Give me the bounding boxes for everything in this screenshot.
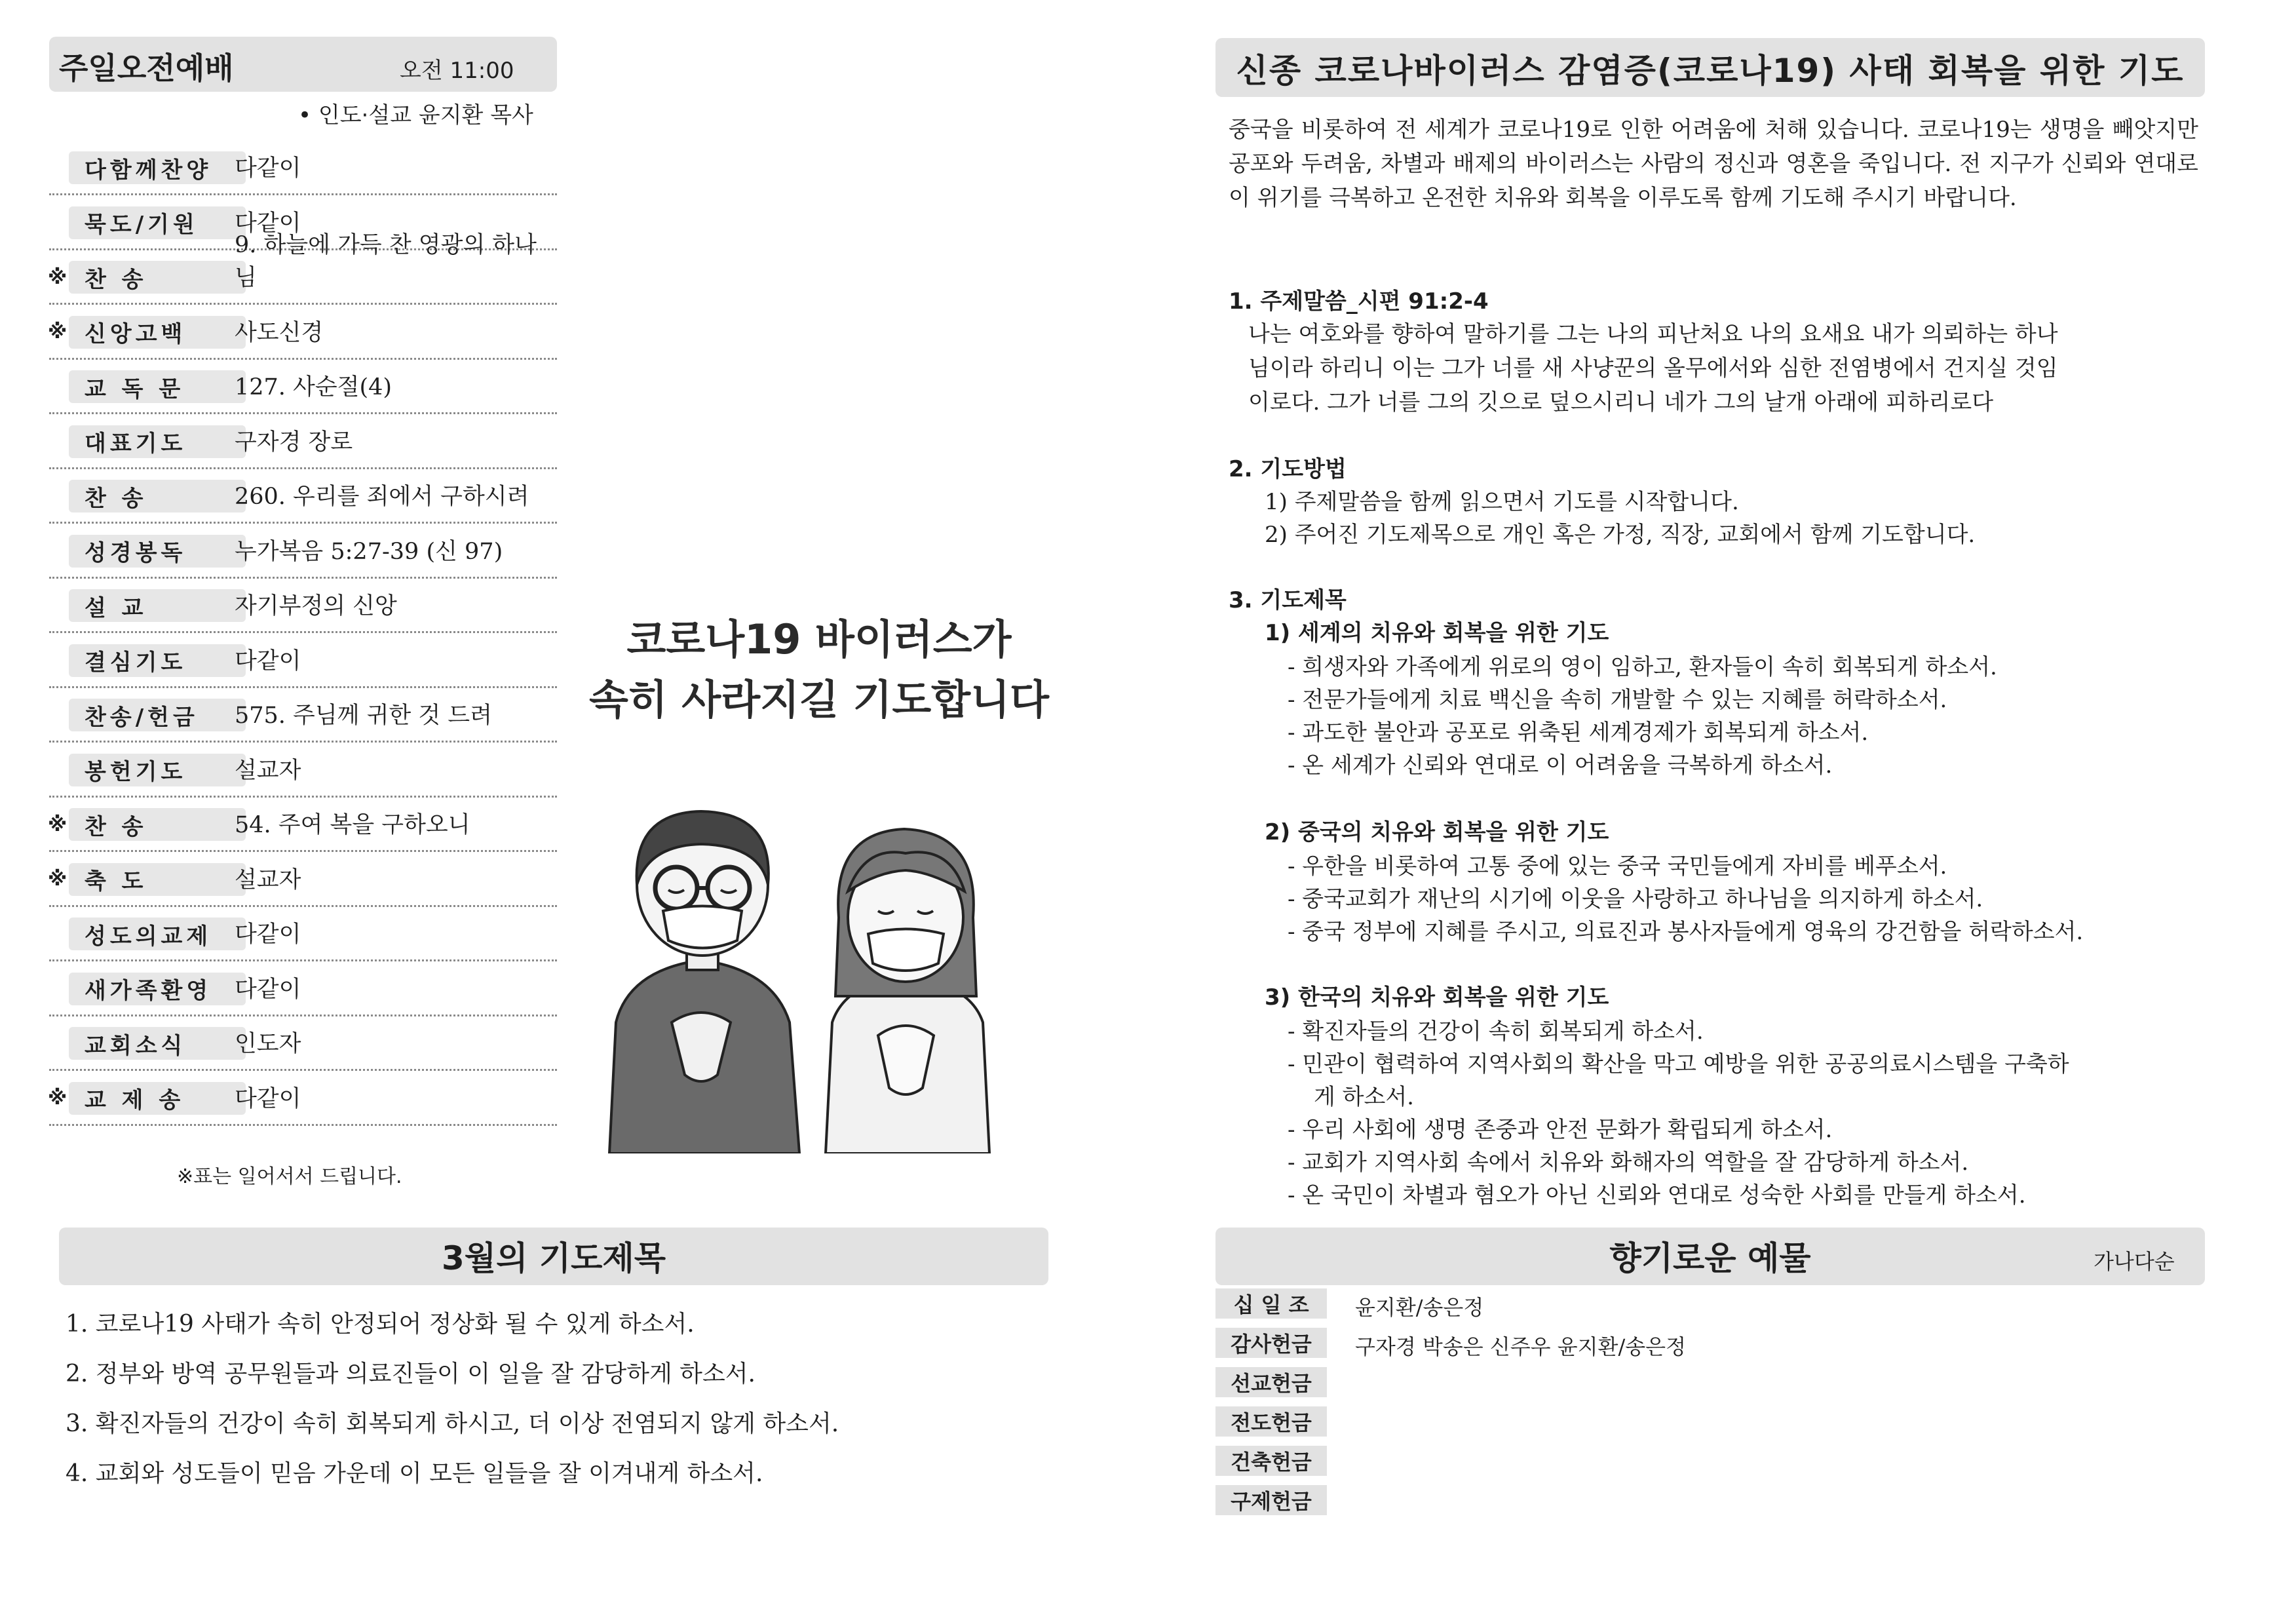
korea-prayer-item: - 교회가 지역사회 속에서 치유와 화해자의 역할을 잘 감당하게 하소서. — [1288, 1150, 1969, 1176]
order-value: 다같이 — [235, 210, 301, 237]
praying-man — [609, 811, 799, 1153]
section-method-heading: 2. 기도방법 — [1229, 456, 1347, 482]
march-prayer-item: 1. 코로나19 사태가 속히 안정되어 정상화 될 수 있게 하소서. — [66, 1311, 695, 1338]
order-row — [49, 688, 557, 743]
order-row — [49, 798, 557, 852]
service-time: 오전 11:00 — [400, 58, 514, 84]
order-row — [49, 579, 557, 633]
korea-prayer-item: - 우리 사회에 생명 존중과 안전 문화가 확립되게 하소서. — [1288, 1117, 1833, 1143]
order-value: 9. 하늘에 가득 찬 영광의 하나님 — [235, 232, 537, 291]
order-label — [69, 808, 246, 841]
order-row — [49, 305, 557, 360]
verse-line: 님이라 하리니 이는 그가 너를 새 사냥꾼의 올무에서와 심한 전염병에서 건지실 것임 — [1248, 355, 2058, 381]
order-label-text: 묵도/기원 — [85, 212, 199, 238]
china-prayer-heading: 2) 중국의 치유와 회복을 위한 기도 — [1265, 819, 1609, 845]
order-label-text: ※ 신앙고백 — [85, 321, 187, 347]
world-prayer-item: - 전문가들에게 치료 백신을 속히 개발할 수 있는 지혜를 허락하소서. — [1288, 687, 1947, 713]
offering-label: 구제헌금 — [1215, 1485, 1327, 1515]
order-row — [49, 634, 557, 688]
order-label — [69, 589, 246, 622]
verse-line: 나는 여호와를 향하여 말하기를 그는 나의 피난처요 나의 요새요 내가 의뢰하는 하나 — [1248, 321, 2058, 347]
standing-note: ※표는 일어서서 드립니다. — [177, 1165, 402, 1188]
order-label-text: 설 교 — [85, 594, 147, 621]
order-label-text: 교회소식 — [85, 1032, 187, 1059]
order-row — [49, 1072, 557, 1126]
order-value: 575. 주님께 귀한 것 드려 — [235, 703, 492, 729]
china-prayer-item: - 중국 정부에 지혜를 주시고, 의료진과 봉사자들에게 영육의 강건함을 허락하소서. — [1288, 919, 2084, 945]
order-row — [49, 524, 557, 579]
order-label — [69, 699, 246, 731]
praying-people-illustration — [603, 806, 1022, 1153]
order-row — [49, 743, 557, 798]
service-leader: • 인도·설교 윤지환 목사 — [298, 102, 533, 128]
offering-value: 윤지환/송은정 — [1355, 1295, 1484, 1320]
order-label — [69, 1027, 246, 1060]
order-value: 누가복음 5:27-39 (신 97) — [235, 538, 503, 565]
section-theme-verse-heading: 1. 주제말씀_시편 91:2-4 — [1229, 288, 1489, 315]
offering-order-note: 가나다순 — [2094, 1249, 2175, 1274]
order-label — [69, 316, 246, 349]
order-value: 인도자 — [235, 1031, 301, 1057]
order-value: 127. 사순절(4) — [235, 374, 392, 400]
march-prayer-title: 3월의 기도제목 — [442, 1239, 666, 1277]
service-title: 주일오전예배 — [59, 50, 234, 86]
method-line: 2) 주어진 기도제목으로 개인 혹은 가정, 직장, 교회에서 함께 기도합니다. — [1265, 522, 1976, 548]
order-row — [49, 853, 557, 907]
order-row — [49, 141, 557, 195]
order-label — [69, 151, 246, 184]
korea-prayer-item: - 확진자들의 건강이 속히 회복되게 하소서. — [1288, 1018, 1704, 1045]
order-label-text: 대표기도 — [85, 431, 187, 457]
order-value: 설교자 — [235, 757, 301, 784]
korea-prayer-item-continued: 게 하소서. — [1314, 1084, 1414, 1110]
offering-value: 구자경 박송은 신주우 윤지환/송은정 — [1355, 1334, 1686, 1359]
world-prayer-item: - 희생자와 가족에게 위로의 영이 임하고, 환자들이 속히 회복되게 하소서. — [1288, 654, 1997, 680]
order-row — [49, 1016, 557, 1071]
method-line: 1) 주제말씀을 함께 읽으면서 기도를 시작합니다. — [1265, 489, 1739, 515]
order-label — [69, 863, 246, 896]
order-value: 설교자 — [235, 866, 301, 893]
order-value: 다같이 — [235, 155, 301, 182]
order-label — [69, 425, 246, 458]
march-prayer-item: 3. 확진자들의 건강이 속히 회복되게 하시고, 더 이상 전염되지 않게 하소서. — [66, 1410, 839, 1437]
order-label — [69, 261, 246, 294]
order-value: 구자경 장로 — [235, 429, 353, 455]
offering-label: 감사헌금 — [1215, 1328, 1327, 1358]
order-label-text: ※ 찬 송 — [85, 813, 147, 840]
order-label-text: 결심기도 — [85, 649, 187, 676]
world-prayer-heading: 1) 세계의 치유와 회복을 위한 기도 — [1265, 620, 1609, 646]
world-prayer-item: - 온 세계가 신뢰와 연대로 이 어려움을 극복하게 하소서. — [1288, 752, 1833, 779]
offering-label: 전도헌금 — [1215, 1406, 1327, 1437]
offering-label: 십 일 조 — [1215, 1288, 1327, 1319]
korea-prayer-item: - 민관이 협력하여 지역사회의 확산을 막고 예방을 위한 공공의료시스템을 구축하 — [1288, 1051, 2069, 1077]
order-label-text: 성도의교제 — [85, 923, 212, 950]
order-label — [69, 206, 246, 239]
order-value: 사도신경 — [235, 319, 324, 346]
order-row — [49, 360, 557, 414]
order-label — [69, 480, 246, 512]
order-row — [49, 907, 557, 961]
order-row — [49, 469, 557, 524]
korea-prayer-item: - 온 국민이 차별과 혐오가 아닌 신뢰와 연대로 성숙한 사회를 만들게 하소서. — [1288, 1182, 2026, 1208]
order-value: 다같이 — [235, 976, 301, 1003]
order-value: 다같이 — [235, 921, 301, 948]
corona-prayer-intro: 중국을 비롯하여 전 세계가 코로나19로 인한 어려움에 처해 있습니다. 코로나19는 생명을 빼앗지만 공포와 두려움, 차별과 배제의 바이러스는 사람의 정신과 영혼을 죽입니다. 전 지구가 신뢰와 연대로 이 위기를 극복하고 온전한 치유와 회복을 이루도록 함께 기도해 주시기 바랍니다. — [1229, 117, 2198, 211]
order-label — [69, 918, 246, 950]
offering-label: 선교헌금 — [1215, 1367, 1327, 1397]
korea-prayer-heading: 3) 한국의 치유와 회복을 위한 기도 — [1265, 984, 1609, 1011]
order-label — [69, 973, 246, 1005]
world-prayer-item: - 과도한 불안과 공포로 위축된 세계경제가 회복되게 하소서. — [1288, 720, 1869, 746]
order-value: 자기부정의 신앙 — [235, 593, 397, 619]
order-label — [69, 535, 246, 568]
section-topics-heading: 3. 기도제목 — [1229, 587, 1347, 613]
praying-woman — [826, 829, 989, 1153]
order-label-text: 새가족환영 — [85, 978, 212, 1004]
order-label-text: 봉헌기도 — [85, 759, 187, 785]
slogan — [583, 609, 1055, 730]
order-row — [49, 415, 557, 469]
order-label — [69, 644, 246, 677]
order-label-text: ※ 찬 송 — [85, 266, 147, 293]
order-label — [69, 754, 246, 786]
verse-line: 이로다. 그가 너를 그의 깃으로 덮으시리니 네가 그의 날개 아래에 피하리로다 — [1248, 389, 1994, 416]
order-label-text: 성경봉독 — [85, 540, 187, 566]
order-label-text: 찬 송 — [85, 485, 147, 512]
order-label-text: 다함께찬양 — [85, 157, 212, 184]
order-row — [49, 962, 557, 1016]
order-value: 다같이 — [235, 1085, 301, 1112]
slogan-line-1: 코로나19 바이러스가 — [626, 615, 1012, 663]
order-value: 54. 주여 복을 구하오니 — [235, 812, 470, 838]
china-prayer-item: - 중국교회가 재난의 시기에 이웃을 사랑하고 하나님을 의지하게 하소서. — [1288, 886, 1983, 912]
order-label-text: 찬송/헌금 — [85, 704, 199, 731]
order-label-text: 교 독 문 — [85, 376, 185, 402]
march-prayer-item: 2. 정부와 방역 공무원들과 의료진들이 이 일을 잘 감당하게 하소서. — [66, 1361, 756, 1387]
order-label — [69, 370, 246, 403]
march-prayer-item: 4. 교회와 성도들이 믿음 가운데 이 모든 일들을 잘 이겨내게 하소서. — [66, 1460, 763, 1487]
slogan-line-2: 속히 사라지길 기도합니다 — [589, 676, 1049, 724]
offering-label: 건축헌금 — [1215, 1446, 1327, 1476]
china-prayer-item: - 우한을 비롯하여 고통 중에 있는 중국 국민들에게 자비를 베푸소서. — [1288, 853, 1947, 880]
order-value: 260. 우리를 죄에서 구하시려 — [235, 484, 529, 510]
order-label — [69, 1082, 246, 1115]
order-label-text: ※ 교 제 송 — [85, 1087, 185, 1113]
order-row — [49, 232, 557, 305]
order-label-text: ※ 축 도 — [85, 868, 147, 895]
offering-title: 향기로운 예물 — [1609, 1239, 1811, 1277]
order-value: 다같이 — [235, 648, 301, 674]
corona-prayer-title: 신종 코로나바이러스 감염증(코로나19) 사태 회복을 위한 기도 — [1236, 52, 2185, 90]
